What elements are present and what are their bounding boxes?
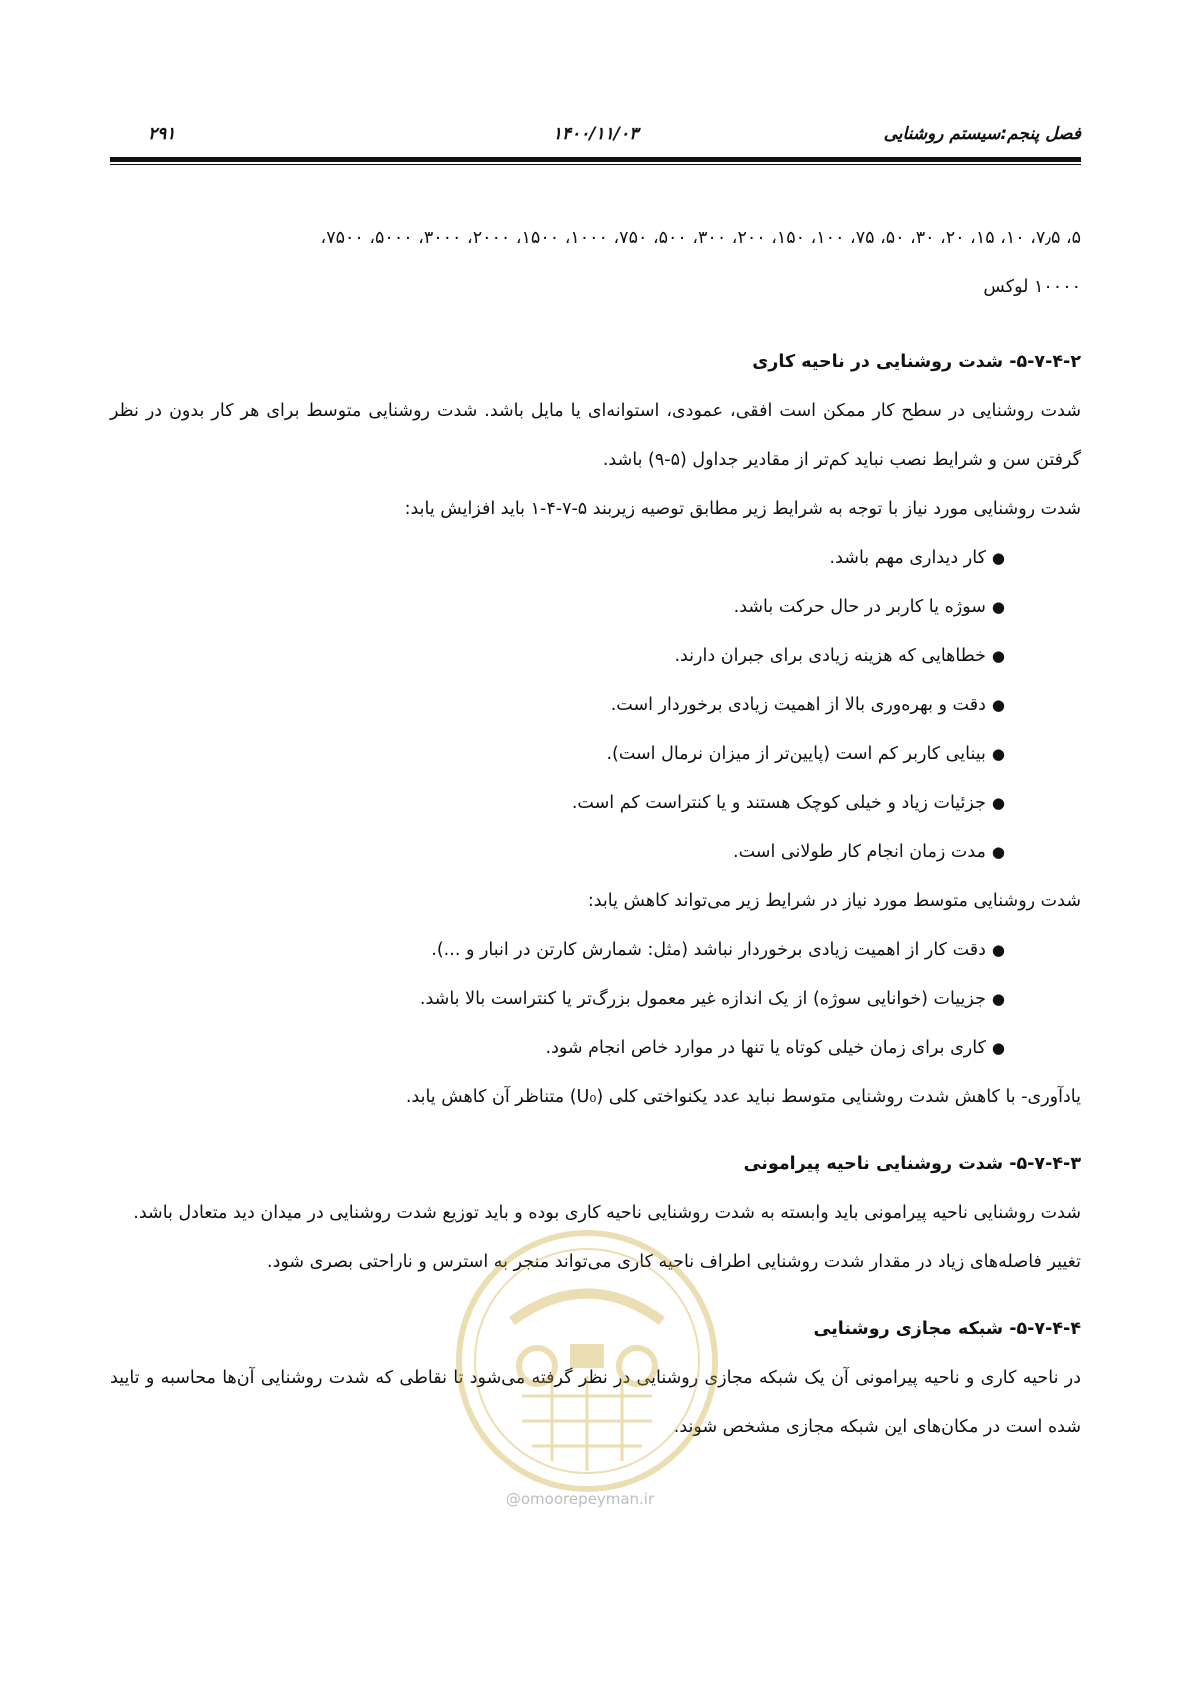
note-uniformity: یادآوری- با کاهش شدت روشنایی متوسط نباید عدد یکنواختی کلی (U₀) متناظر آن کاهش یابد.	[405, 1087, 1081, 1107]
paragraph-increase-conditions: شدت روشنایی مورد نیاز با توجه به شرایط زیر مطابق توصیه زیربند ۵-۷-۴-۱ باید افزایش یابد:	[404, 499, 1081, 519]
section-heading-virtual-grid: ۵-۷-۴-۴- شبکه مجازی روشنایی	[813, 1319, 1081, 1339]
paragraph-virtual-grid: در ناحیه کاری و ناحیه پیرامونی آن یک شبکه مجازی روشنایی در نظر گرفته می‌شود تا نقاطی که شدت روشنایی آن‌ها محاسبه و تایید شده است در مکان‌های این شبکه مجازی مشخص شوند.	[110, 1368, 1081, 1437]
list-item: ●مدت زمان انجام کار طولانی است.	[733, 842, 1005, 862]
bullet-icon: ●	[991, 794, 1005, 812]
paragraph-surrounding-area: شدت روشنایی ناحیه پیرامونی باید وابسته به شدت روشنایی ناحیه کاری بوده و باید توزیع شدت روشنایی در میدان دید متعادل باشد.	[133, 1203, 1081, 1223]
section-heading-work-area: ۵-۷-۴-۲- شدت روشنایی در ناحیه کاری	[752, 352, 1081, 372]
list-item: ●سوژه یا کاربر در حال حرکت باشد.	[733, 597, 1005, 617]
page-header	[110, 124, 1081, 150]
list-item: ●کاری برای زمان خیلی کوتاه یا تنها در موارد خاص انجام شود.	[545, 1038, 1005, 1058]
decrease-conditions-list	[110, 926, 1081, 1073]
list-item: ●کار دیداری مهم باشد.	[829, 548, 1005, 568]
paragraph-work-area-intro: شدت روشنایی در سطح کار ممکن است افقی، عمودی، استوانه‌ای یا مایل باشد. شدت روشنایی متوسط برای هر کار بدون در نظر گرفتن سن و شرایط نصب نباید کم‌تر از مقادیر جداول (۵-۹) باشد.	[110, 401, 1081, 470]
illuminance-values-end: ۱۰۰۰۰ لوکس	[983, 277, 1081, 297]
chapter-title: فصل پنجم:سیستم روشنایی	[883, 124, 1081, 144]
illuminance-values-line: ۵، ۷٫۵، ۱۰، ۱۵، ۲۰، ۳۰، ۵۰، ۷۵، ۱۰۰، ۱۵۰، ۲۰۰، ۳۰۰، ۵۰۰، ۷۵۰، ۱۰۰۰، ۱۵۰۰، ۲۰۰۰، ۳۰۰۰، ۵۰۰۰، ۷۵۰۰،	[320, 228, 1081, 248]
increase-conditions-list	[110, 534, 1081, 877]
list-item: ●جزییات (خوانایی سوژه) از یک اندازه غیر معمول بزرگ‌تر یا کنتراست بالا باشد.	[419, 989, 1005, 1009]
page-number: ۲۹۱	[148, 124, 176, 144]
list-item: ●خطاهایی که هزینه زیادی برای جبران دارند.	[674, 646, 1005, 666]
list-item: ●دقت کار از اهمیت زیادی برخوردار نباشد (مثل: شمارش کارتن در انبار و ...).	[431, 940, 1005, 960]
watermark-url: @omoorepeyman.ir	[505, 1490, 655, 1508]
header-date: ۱۴۰۰/۱۱/۰۳	[552, 124, 639, 144]
paragraph-visual-discomfort: تغییر فاصله‌های زیاد در مقدار شدت روشنایی اطراف ناحیه کاری می‌تواند منجر به استرس و ناراحتی بصری شود.	[267, 1252, 1081, 1272]
header-rule-thin	[110, 164, 1081, 165]
list-item: ●بینایی کاربر کم است (پایین‌تر از میزان نرمال است).	[606, 744, 1005, 764]
bullet-icon: ●	[991, 549, 1005, 567]
header-rule-thick	[110, 157, 1081, 162]
bullet-icon: ●	[991, 1039, 1005, 1057]
bullet-icon: ●	[991, 598, 1005, 616]
list-item: ●دقت و بهره‌وری بالا از اهمیت زیادی برخوردار است.	[610, 695, 1005, 715]
bullet-icon: ●	[991, 843, 1005, 861]
bullet-icon: ●	[991, 647, 1005, 665]
list-item: ●جزئیات زیاد و خیلی کوچک هستند و یا کنتراست کم است.	[571, 793, 1005, 813]
paragraph-decrease-conditions: شدت روشنایی متوسط مورد نیاز در شرایط زیر می‌تواند کاهش یابد:	[587, 891, 1081, 911]
section-heading-surrounding-area: ۵-۷-۴-۳- شدت روشنایی ناحیه پیرامونی	[743, 1154, 1081, 1174]
watermark-logo-icon	[452, 1226, 722, 1496]
bullet-icon: ●	[991, 696, 1005, 714]
bullet-icon: ●	[991, 990, 1005, 1008]
bullet-icon: ●	[991, 745, 1005, 763]
bullet-icon: ●	[991, 941, 1005, 959]
